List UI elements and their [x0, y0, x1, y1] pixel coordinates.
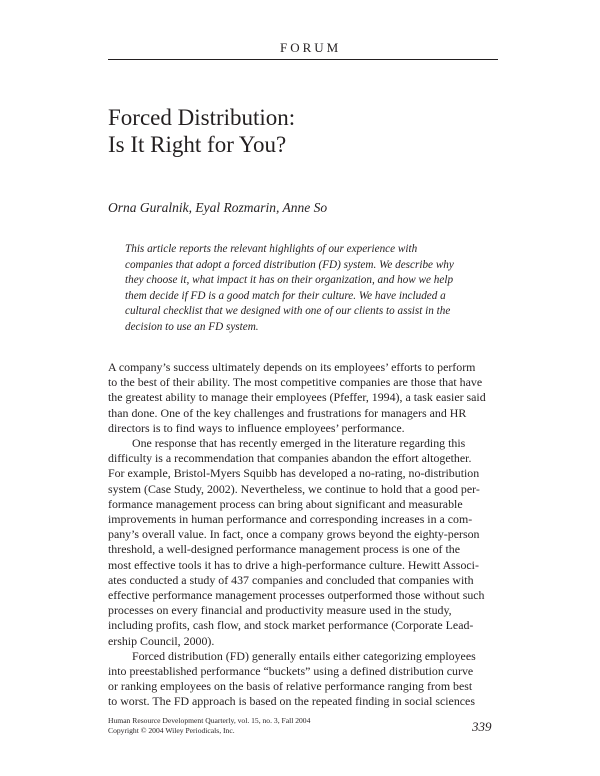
body-line: ership Council, 2000). — [108, 633, 215, 648]
body-line: including profits, cash flow, and stock market performance (Corporate Lead- — [108, 618, 474, 633]
body-line: Forced distribution (FD) generally entails either categorizing employees — [132, 648, 476, 663]
title-line: Forced Distribution: — [108, 105, 296, 130]
body-line: improvements in human performance and corresponding increases in a com- — [108, 512, 473, 527]
body-line: pany’s overall value. In fact, once a company grows beyond the eighty-person — [108, 527, 480, 542]
body-line: directors is to find ways to influence employees’ performance. — [108, 420, 405, 435]
section-label: FORUM — [280, 40, 342, 55]
body-line: threshold, a well-designed performance management process is one of the — [108, 542, 460, 557]
body-line: to the best of their ability. The most competitive companies are those that have — [108, 375, 483, 390]
footer — [108, 716, 310, 736]
body-line: system (Case Study, 2002). Nevertheless, we continue to hold that a good per- — [108, 481, 480, 496]
abstract-line: they choose it, what impact it has on their organization, and how we help — [125, 274, 454, 286]
abstract-line: companies that adopt a forced distribution (FD) system. We describe why — [125, 258, 454, 271]
authors: Orna Guralnik, Eyal Rozmarin, Anne So — [108, 200, 328, 215]
title-line: Is It Right for You? — [108, 132, 287, 157]
body-line: effective performance management processes outperformed those without such — [108, 588, 485, 603]
body-line: difficulty is a recommendation that companies abandon the effort altogether. — [108, 451, 472, 466]
header-rule — [108, 59, 498, 60]
body-line: to worst. The FD approach is based on the repeated finding in social sciences — [108, 694, 475, 709]
body-line: into preestablished performance “buckets” using a defined distribution curve — [108, 664, 474, 679]
body-line: A company’s success ultimately depends on its employees’ efforts to perform — [108, 360, 476, 374]
body-line: ates conducted a study of 437 companies and concluded that companies with — [108, 572, 474, 587]
article-title — [108, 104, 498, 158]
body-line: or ranking employees on the basis of relative performance ranging from best — [108, 679, 473, 694]
body-line: formance management process can bring about significant and measurable — [108, 496, 463, 511]
body-line: For example, Bristol-Myers Squibb has developed a no-rating, no-distribution — [108, 466, 480, 481]
body-line: One response that has recently emerged in the literature regarding this — [132, 436, 466, 451]
abstract-line: them decide if FD is a good match for their culture. We have included a — [125, 289, 446, 302]
copyright: Copyright © 2004 Wiley Periodicals, Inc. — [108, 726, 235, 735]
journal-citation: Human Resource Development Quarterly, vol. 15, no. 3, Fall 2004 — [108, 716, 311, 725]
body-line: most effective tools it has to drive a high-performance culture. Hewitt Associ- — [108, 557, 479, 572]
abstract-line: decision to use an FD system. — [125, 320, 259, 333]
abstract-line: This article reports the relevant highlights of our experience with — [125, 243, 418, 255]
body-line: than done. One of the key challenges and frustrations for managers and HR — [108, 405, 467, 420]
body-line: the greatest ability to manage their employees (Pfeffer, 1994), a task easier said — [108, 390, 486, 405]
page-number: 339 — [472, 719, 492, 734]
body-text — [108, 360, 500, 710]
abstract — [125, 242, 480, 335]
abstract-line: cultural checklist that we designed with one of our clients to assist in the — [125, 305, 451, 317]
body-line: processes on every financial and productivity measure used in the study, — [108, 603, 452, 618]
